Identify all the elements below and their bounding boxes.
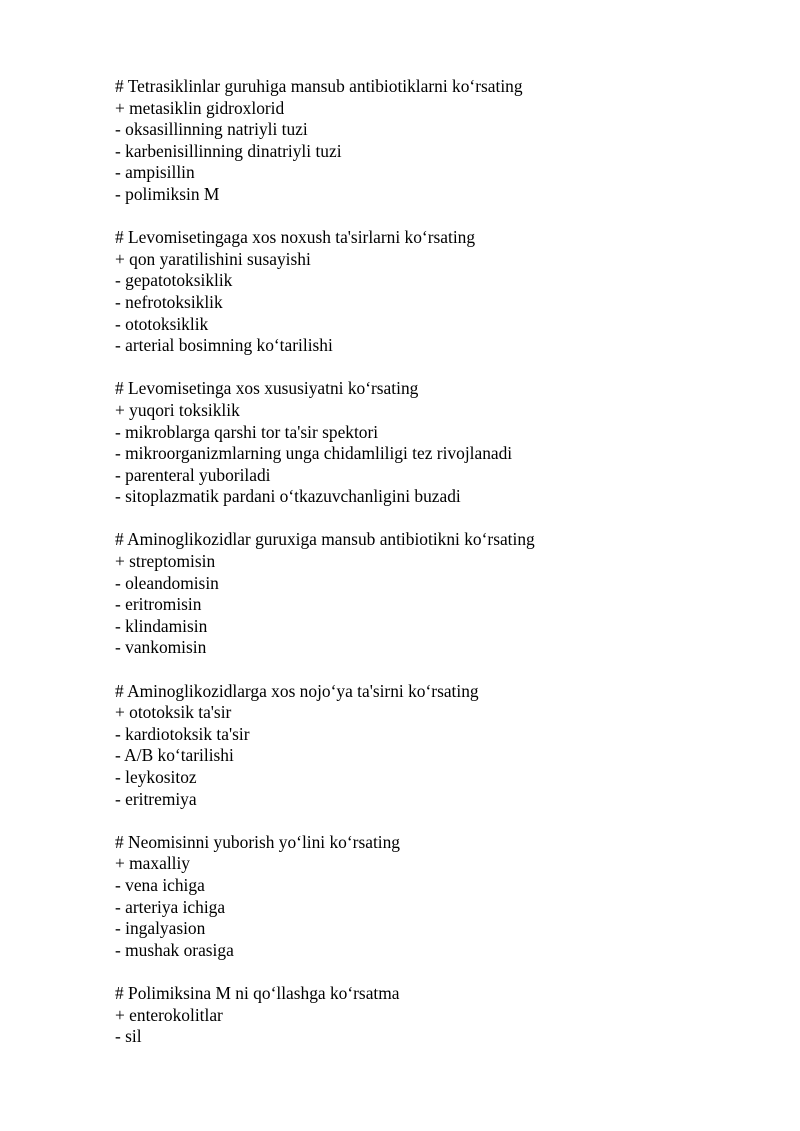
question-block: [115, 983, 775, 1048]
question-text: # Levomisetinga xos xususiyatni ko‘rsating: [115, 378, 419, 399]
answer-option: - vankomisin: [115, 637, 207, 658]
question-text: # Tetrasiklinlar guruhiga mansub antibiotiklarni ko‘rsating: [115, 76, 523, 96]
answer-option: - kardiotoksik ta'sir: [115, 723, 250, 744]
answer-option: - leykositoz: [115, 767, 197, 787]
document-page: [115, 76, 775, 1069]
question-block: [115, 76, 775, 206]
answer-option: - mikroblarga qarshi tor ta'sir spektori: [115, 421, 379, 442]
answer-option-correct: + qon yaratilishini susayishi: [115, 248, 311, 269]
answer-option-correct: + enterokolitlar: [115, 1004, 223, 1025]
answer-option: - polimiksin M: [115, 183, 220, 204]
answer-option-correct: + metasiklin gidroxlorid: [115, 97, 285, 118]
answer-option-correct: + yuqori toksiklik: [115, 399, 240, 420]
answer-option: - mushak orasiga: [115, 939, 234, 960]
answer-option: - karbenisillinning dinatriyli tuzi: [115, 140, 342, 161]
question-block: [115, 378, 775, 508]
answer-option: - ingalyasion: [115, 918, 206, 939]
answer-option: - gepatotoksiklik: [115, 270, 233, 291]
answer-option: - arterial bosimning ko‘tarilishi: [115, 335, 333, 356]
answer-option: - klindamisin: [115, 615, 208, 636]
answer-option: - parenteral yuboriladi: [115, 464, 271, 485]
answer-option-correct: + ototoksik ta'sir: [115, 702, 232, 723]
answer-option: - eritremiya: [115, 788, 197, 809]
answer-option: - eritromisin: [115, 594, 202, 615]
question-block: [115, 529, 775, 659]
answer-option: - vena ichiga: [115, 874, 205, 895]
question-text: # Levomisetingaga xos noxush ta'sirlarni ko‘rsating: [115, 227, 476, 248]
answer-option: - nefrotoksiklik: [115, 291, 223, 312]
answer-option: - oleandomisin: [115, 572, 219, 593]
answer-option-correct: + streptomisin: [115, 551, 216, 572]
answer-option: - arteriya ichiga: [115, 896, 226, 917]
question-text: # Aminoglikozidlar guruxiga mansub antibiotikni ko‘rsating: [115, 529, 535, 550]
question-block: [115, 681, 775, 811]
question-block: [115, 227, 775, 357]
question-text: # Aminoglikozidlarga xos nojo‘ya ta'sirni ko‘rsating: [115, 680, 479, 701]
answer-option: - ampisillin: [115, 162, 195, 183]
answer-option: - sitoplazmatik pardani o‘tkazuvchanligini buzadi: [115, 486, 461, 507]
answer-option: - ototoksiklik: [115, 313, 209, 334]
answer-option: - oksasillinning natriyli tuzi: [115, 119, 308, 140]
question-text: # Neomisinni yuborish yo‘lini ko‘rsating: [115, 831, 400, 852]
answer-option: - A/B ko‘tarilishi: [115, 745, 234, 766]
question-block: [115, 832, 775, 962]
answer-option-correct: + maxalliy: [115, 853, 191, 874]
question-text: # Polimiksina M ni qo‘llashga ko‘rsatma: [115, 982, 400, 1003]
answer-option: - mikroorganizmlarning unga chidamliligi tez rivojlanadi: [115, 443, 513, 464]
answer-option: - sil: [115, 1026, 142, 1047]
